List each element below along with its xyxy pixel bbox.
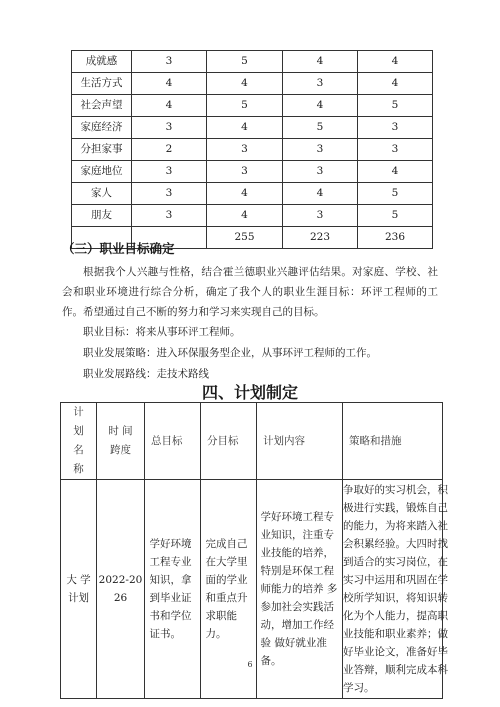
plan-measures: 争取好的实习机会，积极进行实践，锻炼自己的能力，为将来踏入社会积累经验。大四时找到适合的实习岗位，在实习中运用和巩固在学校所学知识，将知识转化为个人能力，提高职业技能和职业素养；做好毕业论文，准备好毕业答辩，顺利完成本科学习。: [343, 484, 448, 694]
table-row: [72, 139, 433, 161]
career-path-text: 职业发展路线：走技术路线: [83, 368, 209, 380]
table-cell: 2: [132, 139, 207, 161]
table-cell: 3: [283, 73, 358, 95]
table-cell: 4: [358, 161, 433, 183]
table-cell: 3: [132, 205, 207, 227]
header-time-span: 时 间跨度: [108, 425, 133, 456]
header-measures: 策略和措施: [343, 403, 443, 480]
table-cell: 家庭地位: [72, 161, 132, 183]
chapter-heading: 四、计划制定: [201, 383, 298, 402]
table-cell: 4: [283, 51, 358, 73]
plan-total-goal: 学好环境工程专业知识，拿到毕业证书和学位证书。: [149, 538, 192, 640]
table-row: [72, 205, 433, 227]
table-row: [72, 161, 433, 183]
page-number: 6: [247, 660, 253, 669]
header-total-goal: 总目标: [145, 403, 201, 480]
table-cell: 社会声望: [72, 95, 132, 117]
table-cell: 3: [283, 161, 358, 183]
plan-table-header: [61, 403, 443, 480]
total-cell: 223: [283, 227, 358, 249]
table-cell: 4: [358, 73, 433, 95]
table-cell: 5: [358, 95, 433, 117]
table-cell: 朋友: [72, 205, 132, 227]
table-cell: 5: [358, 183, 433, 205]
table-cell: 生活方式: [72, 73, 132, 95]
table-cell: 3: [283, 205, 358, 227]
table-cell: 4: [132, 95, 207, 117]
career-score-table: [71, 50, 433, 249]
table-cell: 4: [207, 183, 283, 205]
career-strategy-text: 职业发展策略：进入环保服务型企业，从事环评工程师的工作。: [83, 347, 377, 359]
plan-span: 2022-2026: [98, 574, 143, 604]
body-paragraph: 根据我个人兴趣与性格，结合霍兰德职业兴趣评估结果。对家庭、学校、社会和职业环境进行综合分析，确定了我个人的职业生涯目标：环评工程师的工作。希望通过自己不断的努力和学习来实现自己的目标。: [62, 266, 438, 318]
table-cell: 4: [132, 73, 207, 95]
table-cell: 4: [207, 117, 283, 139]
table-cell: 4: [283, 95, 358, 117]
plan-sub-goal: 完成自己在大学里面的学业和重点升求职能力。: [205, 538, 248, 640]
table-cell: 4: [207, 73, 283, 95]
header-plan-content: 计划内容: [257, 403, 343, 480]
table-row: [72, 51, 433, 73]
table-row: [72, 183, 433, 205]
table-cell: 3: [283, 139, 358, 161]
header-cell: [61, 403, 97, 480]
table-row: [72, 117, 433, 139]
section-heading: （三）职业目标确定: [62, 241, 175, 256]
total-cell: 255: [207, 227, 283, 249]
table-cell: 3: [132, 183, 207, 205]
table-cell: 3: [358, 117, 433, 139]
career-goal-text: 职业目标：将来从事环评工程师。: [83, 326, 241, 338]
plan-table: [60, 402, 448, 699]
table-cell: 3: [132, 117, 207, 139]
table-cell: 3: [132, 51, 207, 73]
table-cell: 3: [358, 139, 433, 161]
table-cell: 3: [207, 139, 283, 161]
table-cell: 5: [358, 205, 433, 227]
total-cell: 236: [358, 227, 433, 249]
header-sub-goal: 分目标: [201, 403, 257, 480]
table-cell: 5: [207, 95, 283, 117]
table-cell: 5: [283, 117, 358, 139]
header-cell: [97, 403, 145, 480]
table-cell: 成就感: [72, 51, 132, 73]
table-row: [72, 95, 433, 117]
score-table-body: [72, 51, 433, 249]
header-plan-name: 计 划名称: [73, 406, 84, 475]
table-cell: 3: [132, 161, 207, 183]
plan-name: 大 学计划: [66, 574, 91, 604]
table-cell: 4: [283, 183, 358, 205]
table-cell: 分担家事: [72, 139, 132, 161]
table-cell: 5: [207, 51, 283, 73]
plan-content: 学好环境工程专业知识，注重专业技能的培养，特别是环保工程师能力的培养 多参加社会实践活动，增加工作经验 做好就业准备。: [260, 511, 338, 667]
table-row: [72, 73, 433, 95]
table-cell: 4: [358, 51, 433, 73]
table-cell: 家人: [72, 183, 132, 205]
table-cell: 3: [207, 161, 283, 183]
table-cell: 4: [207, 205, 283, 227]
table-cell: 家庭经济: [72, 117, 132, 139]
